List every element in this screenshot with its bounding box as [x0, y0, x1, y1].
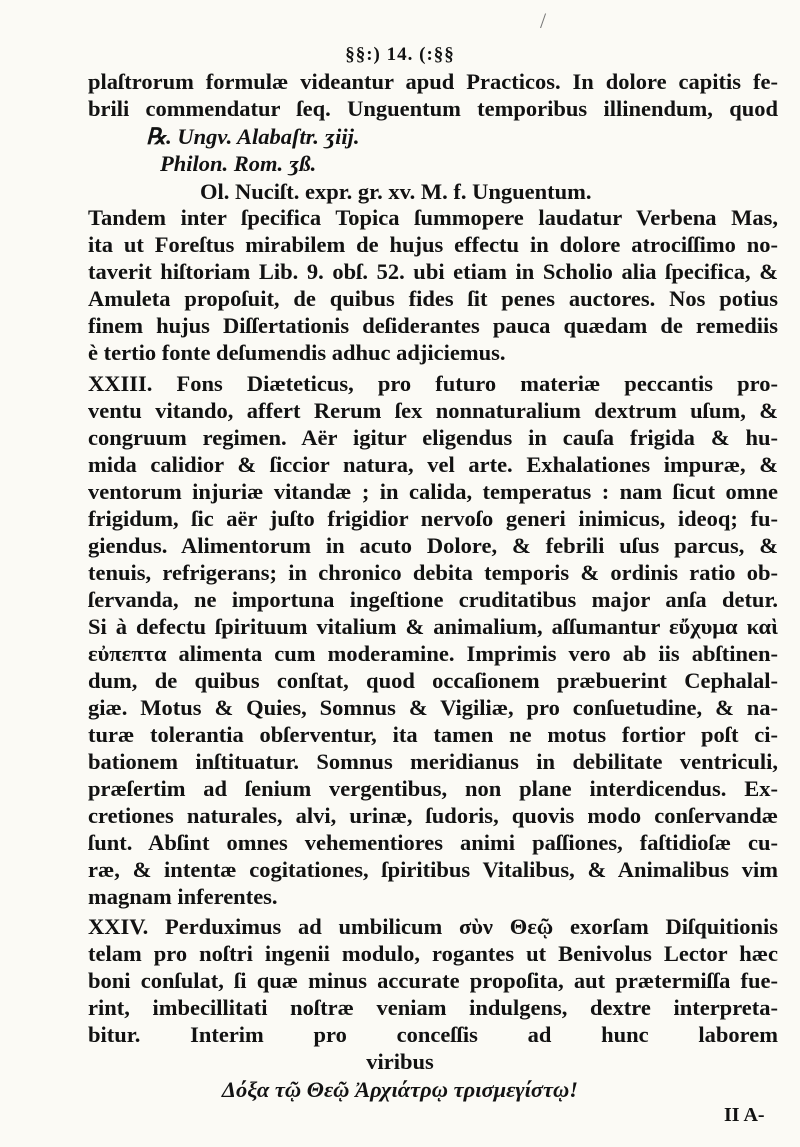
text-line: Δόξα τῷ Θεῷ Ἀρχιάτρῳ τρισμεγίστῳ! — [221, 1077, 579, 1102]
page-header: §§:) 14. (:§§ — [345, 44, 455, 65]
text-line: telam pro noſtri ingenii modulo, rogantes ut Benivolus Lector hæc — [88, 941, 778, 966]
text-line: brili commendatur ſeq. Unguentum temporibus illinendum, quod — [88, 96, 778, 121]
page-mark: / — [540, 8, 547, 33]
text-line: giendus. Alimentorum in acuto Dolore, & febrili uſus parcus, & — [88, 533, 778, 558]
text-line: Amuleta propoſuit, de quibus fides ſit penes auctores. Nos potius — [88, 286, 778, 311]
text-line: frigidum, ſic aër juſto frigidior nervoſo generi inimicus, ideoq; fu- — [88, 506, 778, 531]
text-line: tenuis, refrigerans; in chronico debita temporis & ordinis ratio ob- — [88, 560, 778, 585]
text-line: magnam inferentes. — [88, 884, 278, 909]
text-line: ita ut Foreſtus mirabilem de hujus effectu in dolore atrociſſimo no- — [88, 232, 778, 257]
text-line: ſervanda, ne importuna ingeſtione cruditatibus major anſa detur. — [88, 587, 778, 612]
text-line: mida calidior & ſiccior natura, vel arte. Exhalationes impuræ, & — [88, 452, 778, 477]
text-line: taverit hiſtoriam Lib. 9. obſ. 52. ubi etiam in Scholio alia ſpecifica, & — [88, 259, 778, 284]
text-line: congruum regimen. Aër igitur eligendus in cauſa frigida & hu- — [88, 425, 778, 450]
text-line: XXIV. Perduximus ad umbilicum σὺν Θεῷ exorſam Diſquitionis — [88, 914, 778, 939]
text-line: cretiones naturales, alvi, urinæ, ſudoris, quovis modo conſervandæ — [88, 803, 778, 828]
text-line: præſertim ad ſenium vergentibus, non plane interdicendus. Ex- — [88, 776, 778, 801]
text-line: XXIII. Fons Diæteticus, pro futuro materiæ peccantis pro- — [88, 371, 778, 396]
text-line: bitur. Interim pro conceſſis ad hunc laborem — [88, 1022, 778, 1047]
text-line: Tandem inter ſpecifica Topica ſummopere laudatur Verbena Mas, — [88, 205, 778, 230]
text-line: bationem inſtituatur. Somnus meridianus in debilitate ventriculi, — [88, 749, 778, 774]
text-line: giæ. Motus & Quies, Somnus & Vigiliæ, pro conſuetudine, & na- — [88, 695, 778, 720]
text-line: boni conſulat, ſi quæ minus accurate propoſita, aut prætermiſſa fue- — [88, 968, 778, 993]
text-line: ventorum injuriæ vitandæ ; in calida, temperatus : nam ſicut omne — [88, 479, 778, 504]
text-line: viribus — [366, 1049, 434, 1074]
text-line: ℞. Ungv. Alabaſtr. ʒiij. — [146, 124, 360, 149]
text-line: ræ, & intentæ cogitationes, ſpiritibus Vitalibus, & Animalibus vim — [88, 857, 778, 882]
text-line: Si à defectu ſpirituum vitalium & animalium, aſſumantur εὔχυμα καὶ — [88, 614, 778, 639]
text-line: rint, imbecillitati noſtræ veniam indulgens, dextre interpreta- — [88, 995, 778, 1020]
text-line: è tertio fonte deſumendis adhuc adjiciemus. — [88, 340, 506, 365]
text-line: turæ tolerantia obſerventur, ita tamen ne motus fortior poſt ci- — [88, 722, 778, 747]
text-line: plaſtrorum formulæ videantur apud Practicos. In dolore capitis fe- — [88, 69, 778, 94]
text-line: Ol. Nuciſt. expr. gr. xv. M. f. Unguentum. — [200, 179, 592, 204]
text-line: dum, de quibus conſtat, quod occaſionem præbuerint Cephalal- — [88, 668, 778, 693]
text-line: ſunt. Abſint omnes vehementiores animi paſſiones, faſtidioſæ cu- — [88, 830, 778, 855]
text-line: Philon. Rom. ʒß. — [160, 151, 317, 176]
text-line: finem hujus Diſſertationis deſiderantes pauca quædam de remediis — [88, 313, 778, 338]
text-line: εὐπεπτα alimenta cum moderamine. Imprimis vero ab iis abſtinen- — [88, 641, 778, 666]
text-line: ventu vitando, affert Rerum ſex nonnaturalium dextrum uſum, & — [88, 398, 778, 423]
catchword: II A- — [724, 1104, 765, 1126]
